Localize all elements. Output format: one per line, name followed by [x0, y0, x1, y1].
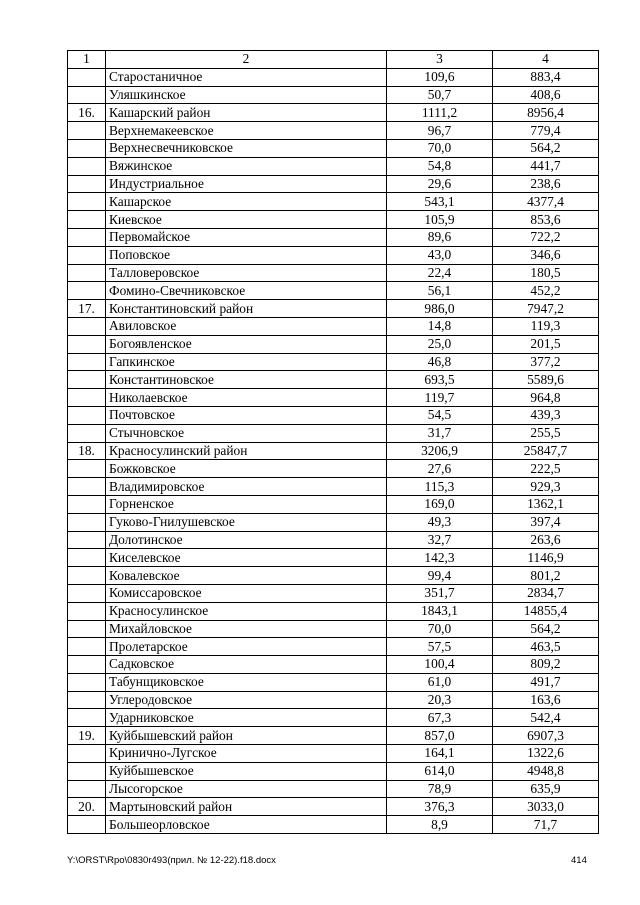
row-value-col4: 408,6 [493, 86, 599, 104]
row-name: Куйбышевское [106, 762, 387, 780]
row-value-col3: 1843,1 [387, 602, 493, 620]
row-value-col3: 105,9 [387, 211, 493, 229]
table-row [68, 246, 599, 264]
row-number [68, 406, 106, 424]
row-number [68, 68, 106, 86]
row-value-col4: 635,9 [493, 780, 599, 798]
row-name: Кашарский район [106, 104, 387, 122]
row-value-col4: 883,4 [493, 68, 599, 86]
table-row [68, 193, 599, 211]
row-name: Вяжинское [106, 157, 387, 175]
row-value-col4: 5589,6 [493, 371, 599, 389]
column-header-4: 4 [493, 51, 599, 69]
row-name: Кашарское [106, 193, 387, 211]
table-row [68, 157, 599, 175]
row-name: Ковалевское [106, 567, 387, 585]
row-number [68, 656, 106, 674]
row-number [68, 175, 106, 193]
row-name: Комиссаровское [106, 584, 387, 602]
row-name: Николаевское [106, 389, 387, 407]
row-name: Уляшкинское [106, 86, 387, 104]
row-number [68, 193, 106, 211]
table-row [68, 513, 599, 531]
row-number [68, 139, 106, 157]
row-name: Садковское [106, 656, 387, 674]
table-row [68, 620, 599, 638]
row-value-col4: 119,3 [493, 317, 599, 335]
row-number [68, 549, 106, 567]
table-row [68, 478, 599, 496]
row-value-col4: 452,2 [493, 282, 599, 300]
row-value-col3: 99,4 [387, 567, 493, 585]
table-row [68, 638, 599, 656]
row-value-col3: 986,0 [387, 300, 493, 318]
row-name: Ударниковское [106, 709, 387, 727]
row-number [68, 584, 106, 602]
row-number [68, 745, 106, 763]
row-value-col3: 115,3 [387, 478, 493, 496]
row-name: Пролетарское [106, 638, 387, 656]
table-row [68, 531, 599, 549]
row-value-col3: 25,0 [387, 335, 493, 353]
table-row [68, 175, 599, 193]
row-value-col3: 54,5 [387, 406, 493, 424]
row-number [68, 371, 106, 389]
row-value-col4: 964,8 [493, 389, 599, 407]
row-value-col3: 43,0 [387, 246, 493, 264]
row-number [68, 157, 106, 175]
table-row [68, 371, 599, 389]
row-value-col4: 439,3 [493, 406, 599, 424]
table-row [68, 549, 599, 567]
table-row [68, 300, 599, 318]
row-value-col4: 4948,8 [493, 762, 599, 780]
row-name: Владимировское [106, 478, 387, 496]
table-row [68, 228, 599, 246]
row-value-col4: 779,4 [493, 122, 599, 140]
row-name: Красносулинское [106, 602, 387, 620]
table-row [68, 211, 599, 229]
row-value-col3: 49,3 [387, 513, 493, 531]
row-number [68, 424, 106, 442]
row-name: Горненское [106, 495, 387, 513]
row-value-col3: 54,8 [387, 157, 493, 175]
table-row [68, 727, 599, 745]
row-value-col4: 1146,9 [493, 549, 599, 567]
row-value-col3: 1111,2 [387, 104, 493, 122]
row-value-col3: 56,1 [387, 282, 493, 300]
row-value-col3: 61,0 [387, 673, 493, 691]
row-value-col3: 78,9 [387, 780, 493, 798]
row-name: Михайловское [106, 620, 387, 638]
row-value-col3: 164,1 [387, 745, 493, 763]
row-value-col3: 169,0 [387, 495, 493, 513]
row-value-col4: 722,2 [493, 228, 599, 246]
row-number [68, 86, 106, 104]
row-value-col3: 3206,9 [387, 442, 493, 460]
row-name: Гуково-Гнилушевское [106, 513, 387, 531]
row-number: 19. [68, 727, 106, 745]
row-name: Киселевское [106, 549, 387, 567]
row-value-col3: 109,6 [387, 68, 493, 86]
table-row [68, 442, 599, 460]
row-value-col3: 8,9 [387, 816, 493, 834]
row-name: Талловеровское [106, 264, 387, 282]
row-name: Фомино-Свечниковское [106, 282, 387, 300]
row-number: 20. [68, 798, 106, 816]
table-row [68, 353, 599, 371]
column-header-1: 1 [68, 51, 106, 69]
row-name: Константиновское [106, 371, 387, 389]
row-value-col3: 31,7 [387, 424, 493, 442]
table-row [68, 816, 599, 834]
row-value-col3: 119,7 [387, 389, 493, 407]
row-value-col4: 222,5 [493, 460, 599, 478]
row-value-col4: 25847,7 [493, 442, 599, 460]
row-number [68, 264, 106, 282]
row-name: Красносулинский район [106, 442, 387, 460]
row-name: Авиловское [106, 317, 387, 335]
table-row [68, 780, 599, 798]
row-name: Лысогорское [106, 780, 387, 798]
row-value-col3: 351,7 [387, 584, 493, 602]
row-name: Большеорловское [106, 816, 387, 834]
row-value-col4: 564,2 [493, 620, 599, 638]
row-number [68, 531, 106, 549]
row-number [68, 513, 106, 531]
table-row [68, 673, 599, 691]
row-value-col4: 3033,0 [493, 798, 599, 816]
row-value-col4: 71,7 [493, 816, 599, 834]
table-row [68, 389, 599, 407]
column-header-2: 2 [106, 51, 387, 69]
row-value-col4: 491,7 [493, 673, 599, 691]
row-value-col4: 180,5 [493, 264, 599, 282]
table-row [68, 567, 599, 585]
row-value-col3: 857,0 [387, 727, 493, 745]
row-number [68, 762, 106, 780]
row-number [68, 211, 106, 229]
row-value-col3: 96,7 [387, 122, 493, 140]
table-row [68, 264, 599, 282]
row-value-col4: 14855,4 [493, 602, 599, 620]
row-value-col3: 614,0 [387, 762, 493, 780]
row-value-col4: 377,2 [493, 353, 599, 371]
table-row [68, 282, 599, 300]
row-value-col4: 1362,1 [493, 495, 599, 513]
row-name: Кринично-Лугское [106, 745, 387, 763]
row-name: Долотинское [106, 531, 387, 549]
row-value-col3: 693,5 [387, 371, 493, 389]
table-row [68, 460, 599, 478]
row-number [68, 602, 106, 620]
row-value-col4: 238,6 [493, 175, 599, 193]
footer-page-number: 414 [571, 855, 587, 866]
row-number [68, 816, 106, 834]
row-name: Мартыновский район [106, 798, 387, 816]
row-value-col3: 14,8 [387, 317, 493, 335]
table-row [68, 691, 599, 709]
row-name: Куйбышевский район [106, 727, 387, 745]
table-row [68, 798, 599, 816]
row-number [68, 567, 106, 585]
row-number [68, 335, 106, 353]
row-value-col3: 142,3 [387, 549, 493, 567]
table-row [68, 745, 599, 763]
row-name: Божковское [106, 460, 387, 478]
table-header-row [68, 51, 599, 69]
row-value-col3: 70,0 [387, 620, 493, 638]
table-row [68, 656, 599, 674]
row-name: Богоявленское [106, 335, 387, 353]
row-number [68, 673, 106, 691]
row-number [68, 246, 106, 264]
row-value-col4: 441,7 [493, 157, 599, 175]
data-table [67, 50, 599, 834]
row-value-col4: 263,6 [493, 531, 599, 549]
table-row [68, 122, 599, 140]
row-value-col3: 46,8 [387, 353, 493, 371]
table-row [68, 139, 599, 157]
row-value-col4: 801,2 [493, 567, 599, 585]
row-value-col3: 89,6 [387, 228, 493, 246]
row-value-col4: 397,4 [493, 513, 599, 531]
table-row [68, 584, 599, 602]
row-number [68, 282, 106, 300]
row-name: Верхнемакеевское [106, 122, 387, 140]
row-number [68, 122, 106, 140]
row-name: Первомайское [106, 228, 387, 246]
column-header-3: 3 [387, 51, 493, 69]
row-value-col3: 70,0 [387, 139, 493, 157]
row-name: Константиновский район [106, 300, 387, 318]
row-value-col4: 542,4 [493, 709, 599, 727]
row-value-col3: 67,3 [387, 709, 493, 727]
table-body [68, 51, 599, 834]
row-number: 17. [68, 300, 106, 318]
row-number: 18. [68, 442, 106, 460]
row-name: Старостаничное [106, 68, 387, 86]
row-name: Верхнесвечниковское [106, 139, 387, 157]
row-number [68, 780, 106, 798]
table-row [68, 335, 599, 353]
row-value-col4: 255,5 [493, 424, 599, 442]
row-value-col3: 29,6 [387, 175, 493, 193]
row-value-col3: 32,7 [387, 531, 493, 549]
row-number [68, 638, 106, 656]
row-number [68, 228, 106, 246]
row-name: Гапкинское [106, 353, 387, 371]
row-value-col4: 853,6 [493, 211, 599, 229]
row-value-col3: 20,3 [387, 691, 493, 709]
row-number [68, 478, 106, 496]
row-number [68, 353, 106, 371]
row-value-col3: 543,1 [387, 193, 493, 211]
table-row [68, 68, 599, 86]
row-name: Стычновское [106, 424, 387, 442]
table-row [68, 317, 599, 335]
row-value-col3: 376,3 [387, 798, 493, 816]
row-number [68, 389, 106, 407]
row-value-col4: 6907,3 [493, 727, 599, 745]
row-name: Поповское [106, 246, 387, 264]
row-value-col4: 463,5 [493, 638, 599, 656]
row-value-col4: 564,2 [493, 139, 599, 157]
row-value-col4: 809,2 [493, 656, 599, 674]
row-value-col4: 201,5 [493, 335, 599, 353]
row-value-col4: 1322,6 [493, 745, 599, 763]
row-number: 16. [68, 104, 106, 122]
row-number [68, 317, 106, 335]
table-row [68, 709, 599, 727]
row-name: Почтовское [106, 406, 387, 424]
row-value-col4: 4377,4 [493, 193, 599, 211]
row-name: Табунщиковское [106, 673, 387, 691]
row-value-col3: 22,4 [387, 264, 493, 282]
row-number [68, 709, 106, 727]
row-number [68, 691, 106, 709]
table-row [68, 602, 599, 620]
row-value-col4: 929,3 [493, 478, 599, 496]
row-number [68, 460, 106, 478]
row-name: Углеродовское [106, 691, 387, 709]
table-row [68, 424, 599, 442]
row-value-col4: 2834,7 [493, 584, 599, 602]
table-row [68, 495, 599, 513]
row-value-col3: 50,7 [387, 86, 493, 104]
row-value-col3: 100,4 [387, 656, 493, 674]
row-name: Киевское [106, 211, 387, 229]
row-number [68, 495, 106, 513]
table-row [68, 86, 599, 104]
row-value-col4: 163,6 [493, 691, 599, 709]
footer-file-path: Y:\ORST\Rpo\0830r493(прил. № 12-22).f18.docx [67, 855, 276, 866]
row-number [68, 620, 106, 638]
table-row [68, 406, 599, 424]
row-value-col4: 346,6 [493, 246, 599, 264]
table-row [68, 762, 599, 780]
row-value-col3: 27,6 [387, 460, 493, 478]
row-value-col3: 57,5 [387, 638, 493, 656]
row-name: Индустриальное [106, 175, 387, 193]
row-value-col4: 8956,4 [493, 104, 599, 122]
row-value-col4: 7947,2 [493, 300, 599, 318]
table-row [68, 104, 599, 122]
